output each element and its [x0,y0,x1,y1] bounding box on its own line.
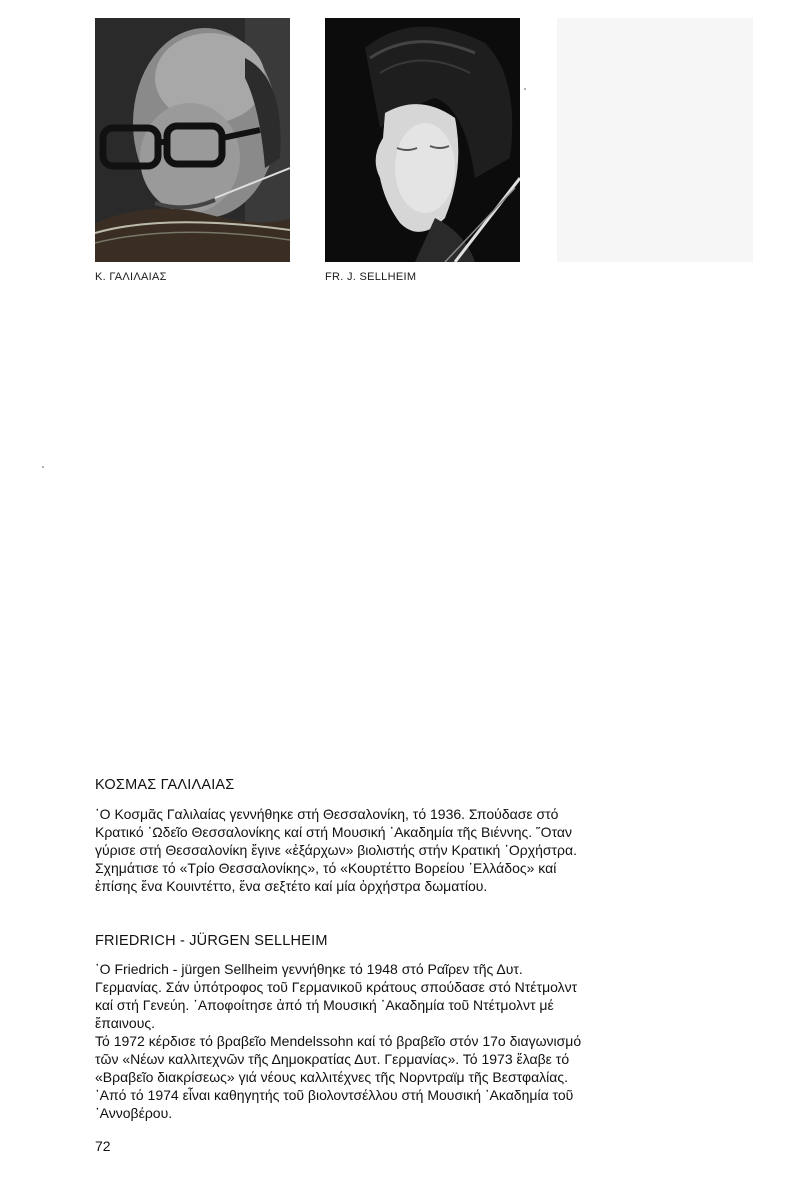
section-heading-galilaias: ΚΟΣΜΑΣ ΓΑΛΙΛΑΙΑΣ [95,777,235,793]
violinist-portrait-image [95,18,290,262]
photo-sellheim [325,18,520,262]
photo-galilaias [95,18,290,262]
section-heading-sellheim: FRIEDRICH - JÜRGEN SELLHEIM [95,933,328,949]
photo-caption: FR. J. SELLHEIM [325,271,417,283]
violinist-portrait-image [325,18,520,262]
print-speck [42,466,44,468]
photo-caption: Κ. ΓΑΛΙΛΑΙΑΣ [95,271,167,283]
biography-sellheim: ῾Ο Friedrich - jürgen Sellheim γεννήθηκε τό 1948 στό Ραῖρεν τῆς Δυτ. Γερμανίας. Σάν ὑπότροφος τοῦ Γερμανικοῦ κράτους σπούδασε στό Ντέτμολντ καί στή Γενεύη. ᾿Αποφοίτησε ἀπό τή Μουσική ᾿Ακαδημία τοῦ Ντέτμολντ μέ ἔπαινους. Τό 1972 κέρδισε τό βραβεῖο Mendelssohn καί τό βραβεῖο στόν 17ο διαγωνισμό τῶν «Νέων καλλιτεχνῶν τῆς Δημοκρατίας Δυτ. Γερμανίας». Τό 1973 ἔλαβε τό «Βραβεῖο διακρίσεως» γιά νέους καλλιτέχνες τῆς Νορντραϊμ τῆς Βεστφαλίας. ᾿Από τό 1974 εἶναι καθηγητής τοῦ βιολοντσέλλου στή Μουσική ᾿Ακαδημία τοῦ ᾿Αννοβέρου. [95,961,582,1121]
blank-photo-area [557,18,753,262]
biography-galilaias: ῾Ο Κοσμᾶς Γαλιλαίας γεννήθηκε στή Θεσσαλονίκη, τό 1936. Σπούδασε στό Κρατικό ᾿Ωδεῖο Θεσσαλονίκης καί στή Μουσική ᾿Ακαδημία τῆς Βιέννης. ῞Οταν γύρισε στή Θεσσαλονίκη ἔγινε «ἐξάρχων» βιολιστής στήν Κρατική ᾿Ορχήστρα. Σχημάτισε τό «Τρίο Θεσσαλονίκης», τό «Κουρτέττο Βορείου ῾Ελλάδος» καί ἐπίσης ἕνα Κουιντέττο, ἕνα σεξτέτο καί μία ὀρχήστρα δωματίου. [95,806,577,894]
print-speck [524,88,526,90]
page-number: 72 [95,1138,111,1154]
